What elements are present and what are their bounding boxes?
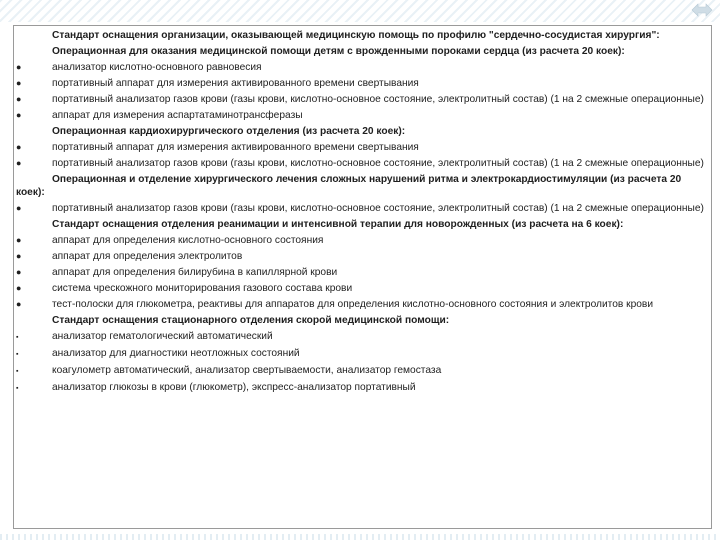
bullet-icon: ▪: [16, 368, 19, 376]
bullet-icon: ●: [16, 141, 22, 152]
list-item-text: портативный анализатор газов крови (газы крови, кислотно-основное состояние, электролитный состав) (1 на 2 смежные операционные): [52, 203, 704, 215]
list-item: [16, 266, 707, 280]
list-item-text: аппарат для определения билирубина в капиллярной крови: [52, 267, 338, 279]
list-item: [16, 330, 707, 345]
list-item: [16, 250, 707, 264]
list-item: [16, 282, 707, 296]
list-item: [16, 347, 707, 362]
list-item-text: система чрескожного мониторирования газового состава крови: [52, 283, 353, 295]
list-item-text: анализатор для диагностики неотложных состояний: [52, 348, 300, 360]
list-item-text: анализатор кислотно-основного равновесия: [52, 61, 262, 73]
section-heading: Операционная кардиохирургического отделения (из расчета 20 коек):: [52, 125, 406, 137]
slide-frame: [13, 25, 712, 529]
bullet-icon: ●: [16, 251, 22, 262]
section-heading: Стандарт оснащения отделения реанимации и интенсивной терапии для новорожденных (из расчета на 6 коек):: [52, 219, 624, 231]
list-item: [16, 298, 707, 312]
list-item-text: портативный аппарат для измерения активированного времени свертывания: [52, 141, 419, 153]
bullet-icon: ●: [16, 61, 22, 72]
bullet-icon: ▪: [16, 385, 19, 393]
list-item: [16, 93, 707, 107]
list-item-text: аппарат для определения электролитов: [52, 251, 243, 263]
section-heading: Стандарт оснащения стационарного отделения скорой медицинской помощи:: [52, 315, 450, 327]
section-heading: Операционная и отделение хирургического лечения сложных нарушений ритма и электрокардиостимуляции (из расчета 20 коек):: [16, 173, 682, 199]
bullet-icon: ●: [16, 267, 22, 278]
list-item-text: анализатор глюкозы в крови (глюкометр), экспресс-анализатор портативный: [52, 382, 416, 394]
bullet-icon: ●: [16, 203, 22, 214]
list-item: [16, 234, 707, 248]
list-item: [16, 157, 707, 171]
list-item: [16, 381, 707, 396]
bullet-icon: ●: [16, 77, 22, 88]
list-item-text: портативный анализатор газов крови (газы крови, кислотно-основное состояние, электролитный состав) (1 на 2 смежные операционные): [52, 93, 704, 105]
section-heading: Операционная для оказания медицинской помощи детям с врожденными пороками сердца (из расчета 20 коек):: [52, 45, 625, 57]
list-item: [16, 202, 707, 216]
bullet-icon: ●: [16, 93, 22, 104]
list-item-text: тест-полоски для глюкометра, реактивы для аппаратов для определения кислотно-основного состояния и электролитов крови: [52, 299, 654, 311]
bullet-icon: ●: [16, 299, 22, 310]
bullet-icon: ●: [16, 235, 22, 246]
list-item: [16, 61, 707, 75]
list-item-text: коагулометр автоматический, анализатор свертываемости, анализатор гемостаза: [52, 365, 442, 377]
list-item-text: аппарат для определения кислотно-основного состояния: [52, 235, 324, 247]
bullet-icon: ●: [16, 157, 22, 168]
corner-arrow-icon: [690, 2, 714, 18]
list-item: [16, 364, 707, 379]
list-item-text: анализатор гематологический автоматический: [52, 331, 273, 343]
list-item: [16, 109, 707, 123]
list-item-text: аппарат для измерения аспартатаминотрансферазы: [52, 109, 303, 121]
bullet-icon: ●: [16, 109, 22, 120]
bullet-icon: ▪: [16, 334, 19, 342]
list-item-text: портативный аппарат для измерения активированного времени свертывания: [52, 77, 419, 89]
section-heading: Стандарт оснащения организации, оказывающей медицинскую помощь по профилю "сердечно-сосудистая хирургия":: [52, 30, 660, 41]
list-item: [16, 77, 707, 91]
list-item-text: портативный анализатор газов крови (газы крови, кислотно-основное состояние, электролитный состав) (1 на 2 смежные операционные): [52, 157, 704, 169]
bullet-icon: ▪: [16, 351, 19, 359]
list-item: [16, 141, 707, 155]
bullet-icon: ●: [16, 283, 22, 294]
equipment-standards-list: [16, 29, 707, 398]
